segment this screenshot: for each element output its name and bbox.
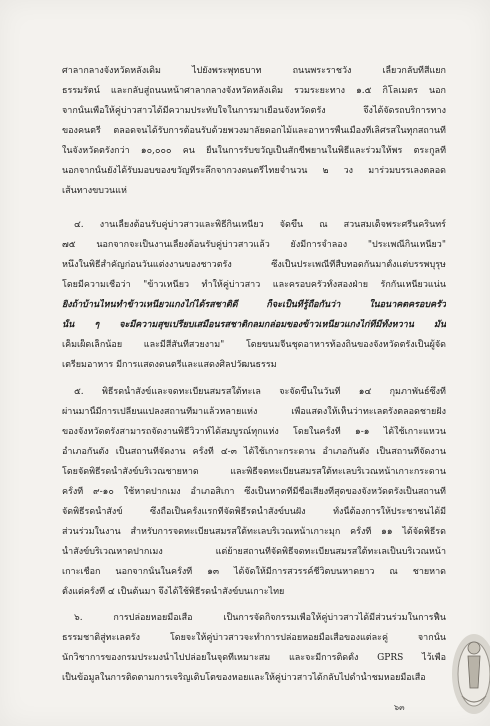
paragraph-line: อำเภอกันตัง เป็นสถานที่จัดงาน ครั้งที่ ๔-๓ ได้ใช้เกาะกระดาน อำเภอกันตัง เป็นสถานที่จัดงาน <box>62 447 446 457</box>
page-number: ๖๓ <box>394 703 405 712</box>
paragraph-line: ศาลากลางจังหวัดหลังเดิม ไปยังพระพุทธบาท ถนนพระราชวัง เลี้ยวกลับที่สี่แยก <box>62 66 446 76</box>
paragraph-line: เกาะเชือก นอกจากนั้นในครั้งที่ ๑๓ ได้จัดให้มีการสวรรค์ชีวิตบนหาดยาว ณ ชายหาด <box>62 567 446 577</box>
paragraph-line: เค็มเผ็ดเล็กน้อย และมีสีสันที่สวยงาม" โดยขนมจีนชุดอาหารท้องถิ่นของจังหวัดตรังเป็นผู้จัด <box>62 340 446 350</box>
paragraph-line: นั้น ๆ จะมีความสุขเปรียบเสมือนรสชาติกลมกล่อมของข้าวเหนียวแกงไก่ที่มีทั้งหวาน มัน <box>62 320 446 330</box>
paragraph-line: นอกจากนั้นยังได้รับมอบของขวัญที่ระลึกจากวงดนตรีไทยจำนวน ๒ วง มาร่วมบรรเลงตลอด <box>62 166 446 176</box>
decorative-seal-icon <box>440 612 490 716</box>
paragraph-line: จากนั้นเพื่อให้คู่บ่าวสาวได้มีความประทับใจในการมาเยือนจังหวัดตรัง จึงได้จัดรถบริการทาง <box>62 106 446 116</box>
paragraph-line: เป็นข้อมูลในการติดตามการเจริญเติบโตของหอยและให้คู่บ่าวสาวได้กลับไปดำน้ำชมหอยมือเสือ <box>62 673 426 683</box>
paragraph-line: โดยจัดพิธีรดน้ำสังข์บริเวณชายหาด และพิธีจดทะเบียนสมรสใต้ทะเลบริเวณหน้าเกาะกระดาน <box>62 467 446 477</box>
paragraph-line: ๕. พิธีรดน้ำสังข์และจดทะเบียนสมรสใต้ทะเล จะจัดขึ้นในวันที่ ๑๔ กุมภาพันธ์ซึ่งที่ <box>74 387 446 397</box>
paragraph-line: นักวิชาการของกรมประมงนำไปปล่อยในจุดที่เหมาะสม และจะมีการติดตั้ง GPRS ไว้เพื่อ <box>62 653 446 663</box>
paragraph-line: จัดพิธีรดน้ำสังข์ ซึ่งถือเป็นครั้งแรกที่จัดพิธีรดน้ำสังข์บนฝั่ง ทั้งนี้ต้องการให้ประชาชนได้มี <box>62 507 446 517</box>
paragraph-line: ของจังหวัดตรังสามารถจัดงานพิธีวิวาห์ได้สมบูรณ์ทุกแห่ง โดยในครั้งที่ ๑-๑ ได้ใช้เกาะแหวน <box>62 427 446 437</box>
paragraph-line: ธรรมชาติสู่ทะเลตรัง โดยจะให้คู่บ่าวสาวจะทำการปล่อยหอยมือเสือของแต่ละคู่ จากนั้น <box>62 633 446 643</box>
paragraph-line: โดยมีความเชื่อว่า "ข้าวเหนียว ทำให้คู่บ่าวสาว และครอบครัวทั้งสองฝ่าย รักกันเหนียวแน่น <box>62 280 446 290</box>
paragraph-line: ตั้งแต่ครั้งที่ ๔ เป็นต้นมา จึงได้ใช้พิธีรดน้ำสังข์บนเกาะไทย <box>62 587 285 597</box>
paragraph-line: เตรียมอาหาร มีการแสดงดนตรีและแสดงศิลปวัฒนธรรม <box>62 360 277 370</box>
paragraph-line: ครั้งที่ ๙-๑๐ ใช้หาดปากเมง อำเภอสิเกา ซึ่งเป็นหาดที่มีชื่อเสียงที่สุดของจังหวัดตรังเป็นสถานที่ <box>62 487 446 497</box>
paragraph-line: เส้นทางขบวนแห่ <box>62 186 127 196</box>
paragraph-line: น้ำสังข์บริเวณหาดปากเมง แต่ย้ายสถานที่จัดพิธีจดทะเบียนสมรสใต้ทะเลเป็นบริเวณหน้า <box>62 547 446 557</box>
paragraph-line: ๔. งานเลี้ยงต้อนรับคู่บ่าวสาวและพิธีกินเหนียว จัดขึ้น ณ สวนสมเด็จพระศรีนครินทร์ <box>74 220 446 230</box>
paragraph-line: ส่วนร่วมในงาน สำหรับการจดทะเบียนสมรสใต้ทะเลบริเวณหน้าเกาะมุก ครั้งที่ ๑๑ ได้จัดพิธีรด <box>62 527 446 537</box>
paragraph-line: ธรรมรัตน์ และกลับสู่ถนนหน้าศาลากลางจังหวัดหลังเดิม รวมระยะทาง ๑.๕ กิโลเมตร นอก <box>62 86 446 96</box>
paragraph-line: ของคนตรี ตลอดจนได้รับการต้อนรับด้วยพวงมาลัยดอกไม้และอาหารพื้นเมืองที่เลิศรสในทุกสถานที่ <box>62 126 446 136</box>
paragraph-line: ๖. การปล่อยหอยมือเสือ เป็นการจัดกิจกรรมเพื่อให้คู่บ่าวสาวได้มีส่วนร่วมในการฟื้น <box>74 613 446 623</box>
paragraph-line: ผ่านมานี้มีการเปลี่ยนแปลงสถานที่มาแล้วหลายแห่ง เพื่อแสดงให้เห็นว่าทะเลตรังตลอดชายฝั่ง <box>62 407 446 417</box>
paragraph-line: ในจังหวัดตรังกว่า ๑๐,๐๐๐ คน ยืนในการรับขวัญเป็นสักขีพยานในพิธีและร่วมให้พร ตระกูลที่ <box>62 146 446 156</box>
paragraph-line: หนึ่งในพิธีสำคัญก่อนวันแต่งงานของชาวตรัง ซึ่งเป็นประเพณีที่สืบทอดกันมาตั้งแต่บรรพบุรุษ <box>62 260 446 270</box>
paragraph-line: ๗๕ นอกจากจะเป็นงานเลี้ยงต้อนรับคู่บ่าวสาวแล้ว ยังมีการจำลอง "ประเพณีกินเหนียว" <box>62 240 446 250</box>
paragraph-line: ยิ่งถ้าบ้านไหนทำข้าวเหนียวแกงไก่ได้รสชาติดี ก็จะเป็นที่รู้ถือกันว่า ในอนาคตครอบครัว <box>62 300 446 310</box>
